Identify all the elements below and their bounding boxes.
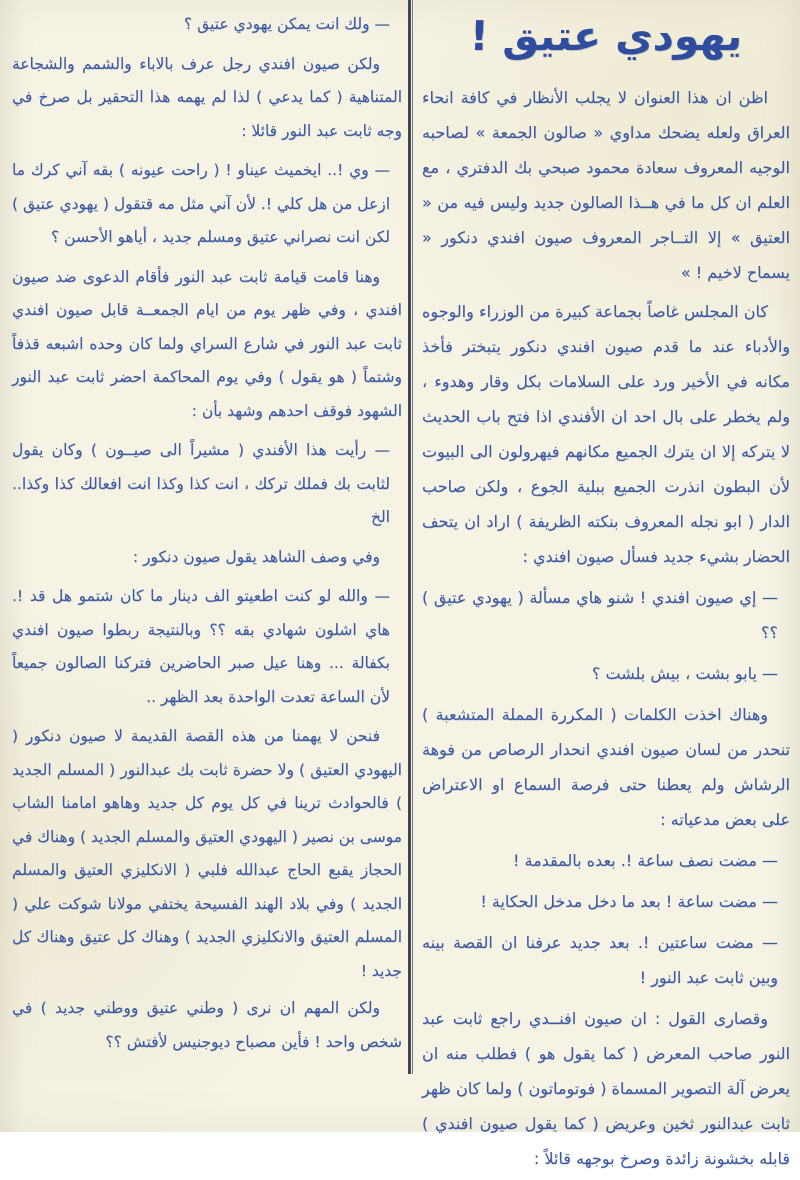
paragraph-left-closing: ولكن المهم ان نرى ( وطني عتيق ووطني جديد ) في شخص واحد ! فأين مصباح ديوجنيس لأفتش ؟؟ — [12, 999, 402, 1051]
article-title: يهودي عتيق ! — [468, 12, 744, 60]
divider-thin-rule — [412, 0, 413, 1074]
paragraph-right-majlis: كان المجلس غاصاً بجماعة كبيرة من الوزراء والوجوه والأدباء عند ما قدم صيون افندي دنكور يتبختر فأخذ مكانه في الأخير ورد على السلامات بكل وقار وهدوء ، ولم يخطر على بال احد ان الأفندي اذا فتح باب الحديث لا يتركه إلا ان يترك الجميع مكانهم فيهرولون الى البيوت لأن البطون انذرت الجميع ببلية الجوع ، ولكن صاحب الدار ( ابو نجله المعروف بنكته الظريفة ) اراد ان يتحف الحضار بشيء جديد فسأل صيون افندي : — [422, 302, 790, 566]
paragraph-right-halfhour: — مضت نصف ساعة !. بعده بالمقدمة ! — [512, 851, 778, 870]
paragraph-right-intro: اظن ان هذا العنوان لا يجلب الأنظار في كافة انحاء العراق ولعله يضحك مداوي « صالون الجمعة » لصاحبه الوجيه المعروف سعادة محمود صبحي بك الدفتري ، مع العلم ان كل ما في هــذا الصالون جديد وليس فيه من « العتيق » إلا التــاجر المعروف صيون افندي دنكور « يسماح لاخيم ! » — [422, 88, 790, 282]
paragraph-left-lawsuit: وهنا قامت قيامة ثابت عبد النور فأقام الدعوى ضد صيون افندي ، وفي ظهر يوم من ايام الجمعــة قابل صيون افندي ثابت عبد النور في شارع السراي ولما كان وحده اشبعه قذفاً وشتماً ( هو يقول ) وفي يوم المحاكمة احضر ثابت عبد النور الشهود فوقف احدهم وشهد بأن : — [12, 267, 402, 420]
paragraph-right-words: وهناك اخذت الكلمات ( المكررة المملة المتشعبة ) تنحدر من لسان صيون افندي انحدار الرصاص من فوهة الرشاش ولم يعطنا حتى فرصة السماع او الاعتراض على بعض مدعياته : — [422, 705, 790, 829]
article-column-right — [422, 0, 790, 1180]
article-column-left — [12, 0, 402, 1063]
column-divider — [406, 0, 413, 1074]
paragraph-left-wallah: — والله لو كنت اطعيتو الف دينار ما كان شتمو هل قد !. هاي اشلون شهادي بقه ؟؟ وبالنتيجة ربطوا صيون افندي بكفالة ... وهنا عيل صبر الحاضرين فتركنا الصالون جميعاً لأن الساعة تعدت الواحدة بعد الظهر .. — [12, 587, 390, 706]
paragraph-right-reply: — يابو بشت ، بيش بلشت ؟ — [591, 664, 778, 683]
paragraph-left-witness: — رأيت هذا الأفندي ( مشيراً الى صيــون ) وكان يقول لثابت بك فملك تركك ، انت كذا وكذا انت افعالك كذا وكذا.. الخ — [12, 441, 390, 526]
paragraph-right-summary: وقصارى القول : ان صيون افنــدي راجع ثابت عبد النور صاحب المعرض ( كما يقول هو ) فطلب منه ان يعرض آلة التصوير المسماة ( فوتوماتون ) ولما كان ظهر ثابت عبدالنور ثخين وعريض ( كما يقول صيون افندي ) قابله بخشونة زائدة وصرخ بوجهه قائلاً : — [422, 1009, 790, 1168]
divider-thick-rule — [408, 0, 411, 1074]
paragraph-left-moral: فنحن لا يهمنا من هذه القصة القديمة لا صيون دنكور ( اليهودي العتيق ) ولا حضرة ثابت بك عبدالنور ( المسلم الجديد ) فالحوادث ترينا في كل يوم كل جديد وهاهو امامنا الشاب موسى بن نصير ( اليهودي العتيق والمسلم الجديد ) وهناك في الحجاز يقبع الحاج عبدالله فلبي ( الانكليزي العتيق والمسلم الجديد ) وفي بلاد الهند الفسيحة يختفي مولانا شوكت علي ( المسلم العتيق والانكليزي الجديد ) وهناك كل عتيق وهناك كل جديد ! — [12, 727, 402, 980]
paragraph-right-onehour: — مضت ساعة ! بعد ما دخل مدخل الحكاية ! — [480, 892, 778, 911]
paragraph-left-pride: ولكن صيون افندي رجل عرف بالاباء والشمم والشجاعة المتناهية ( كما يدعي ) لذا لم يهمه هذا التحقير بل صرخ في وجه ثابت عبد النور قائلا : — [12, 54, 402, 140]
paragraph-left-witness-intro: وفي وصف الشاهد يقول صيون دنكور : — [132, 547, 380, 566]
paragraph-left-retort: — وي !.. ايخميث عيناو ! ( راحت عيونه ) بقه آني كرك ما ازعل من هل كلي !. لأن آني مثل مه قتقول ( يهودي عتيق ) لكن انت نصراني عتيق ومسلم جديد ، أياهو الأحسن ؟ — [12, 161, 390, 246]
paragraph-left-insult: — ولك انت يمكن يهودي عتيق ؟ — [183, 15, 390, 33]
paragraph-right-twohours: — مضت ساعتين !. بعد جديد عرفنا ان القصة بينه وبين ثابت عبد النور ! — [422, 933, 778, 987]
paragraph-right-question: — إي صيون افندي ! شنو هاي مسألة ( يهودي عتيق ) ؟؟ — [422, 588, 778, 642]
